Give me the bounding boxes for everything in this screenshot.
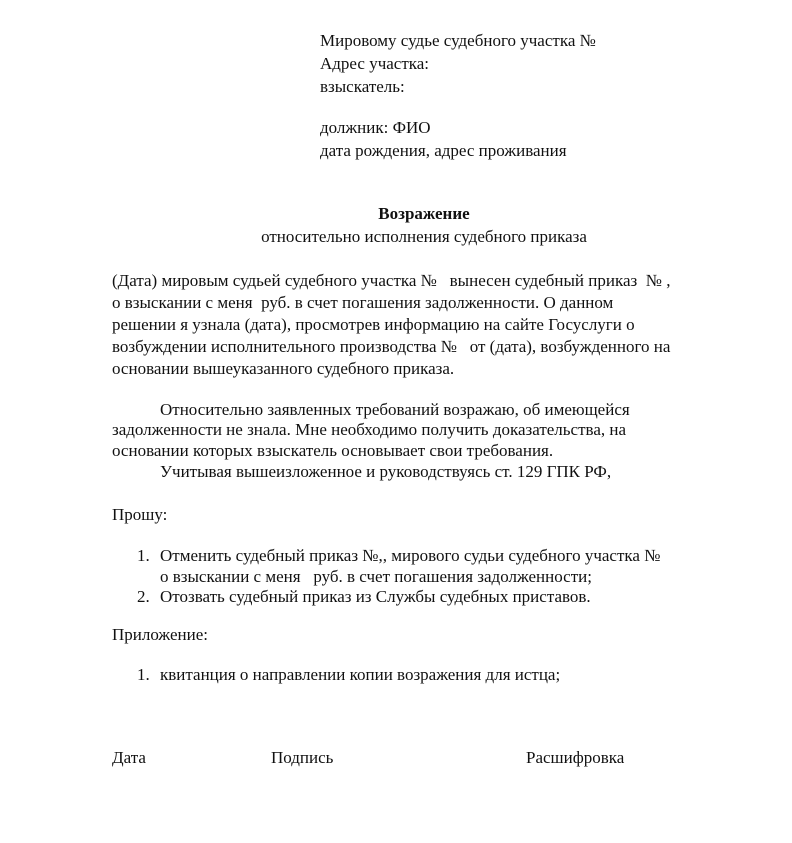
paragraph1-line: (Дата) мировым судьей судебного участка № вынесен судебный приказ № ,: [112, 271, 671, 290]
request-item-number: 1.: [137, 546, 150, 565]
paragraph2-line: основании которых взыскатель основывает свои требования.: [112, 441, 554, 460]
paragraph2-line: Относительно заявленных требований возражаю, об имеющейся: [160, 400, 630, 419]
signature-decode-label: Расшифровка: [526, 748, 625, 767]
addressee-claimant: взыскатель:: [320, 77, 405, 96]
attachments-heading: Приложение:: [112, 625, 208, 644]
paragraph3-line: Учитывая вышеизложенное и руководствуясь ст. 129 ГПК РФ,: [160, 462, 612, 481]
request-item-text: о взыскании с меня руб. в счет погашения задолженности;: [160, 567, 592, 586]
attachment-item-number: 1.: [137, 665, 150, 684]
signature-sign-label: Подпись: [271, 748, 334, 767]
request-item-text: Отозвать судебный приказ из Службы судебных приставов.: [160, 587, 591, 606]
paragraph1-line: о взыскании с меня руб. в счет погашения задолженности. О данном: [112, 293, 614, 312]
addressee-address: Адрес участка:: [320, 54, 430, 73]
paragraph1-line: основании вышеуказанного судебного приказа.: [112, 359, 455, 378]
request-item-number: 2.: [137, 587, 150, 606]
request-item-text: Отменить судебный приказ №,, мирового судьи судебного участка №: [160, 546, 661, 565]
addressee-debtor-details: дата рождения, адрес проживания: [320, 141, 567, 160]
addressee-debtor: должник: ФИО: [320, 118, 431, 137]
paragraph1-line: решении я узнала (дата), просмотрев информацию на сайте Госуслуги о: [112, 315, 635, 334]
document-title: Возражение: [378, 204, 470, 223]
attachment-item-text: квитанция о направлении копии возражения для истца;: [160, 665, 561, 684]
paragraph2-line: задолженности не знала. Мне необходимо получить доказательства, на: [112, 420, 627, 439]
request-heading: Прошу:: [112, 505, 168, 524]
document-subtitle: относительно исполнения судебного приказа: [261, 227, 587, 246]
addressee-judge: Мировому судье судебного участка №: [320, 31, 596, 50]
signature-date-label: Дата: [112, 748, 146, 767]
paragraph1-line: возбуждении исполнительного производства № от (дата), возбужденного на: [112, 337, 671, 356]
